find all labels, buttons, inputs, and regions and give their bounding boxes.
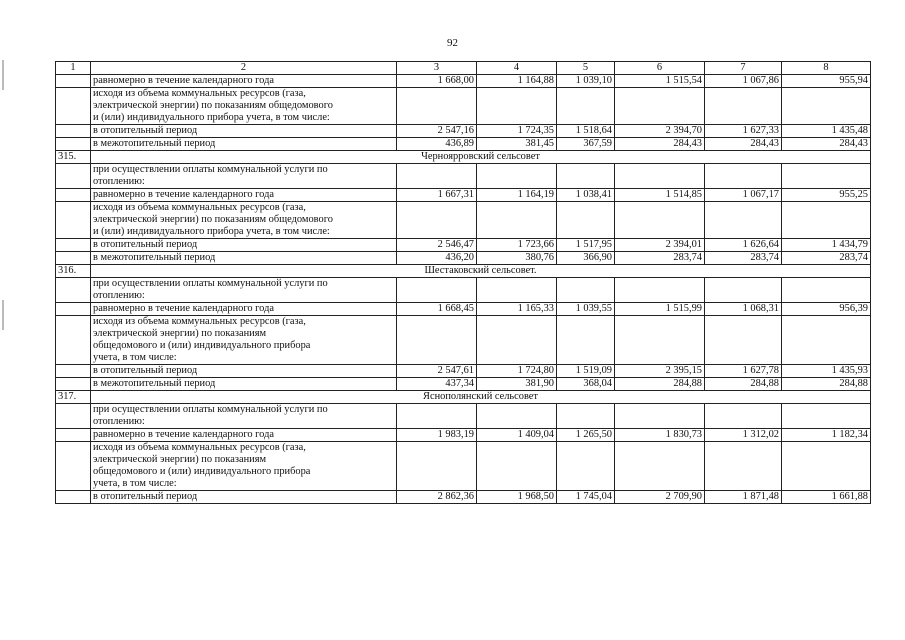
empty-cell [557, 278, 615, 303]
empty-cell [56, 252, 91, 265]
row-label: равномерно в течение календарного года [91, 303, 397, 316]
value-cell: 1 517,95 [557, 239, 615, 252]
empty-cell [56, 365, 91, 378]
value-cell: 1 668,45 [397, 303, 477, 316]
note-line: и (или) индивидуального прибора учета, в том числе: [93, 226, 330, 237]
empty-cell [782, 164, 871, 189]
table-header-row [56, 62, 871, 75]
empty-cell [397, 164, 477, 189]
empty-cell [56, 125, 91, 138]
value-cell: 1 265,50 [557, 429, 615, 442]
empty-cell [782, 88, 871, 125]
section-number: 315. [56, 151, 91, 164]
value-cell: 1 435,93 [782, 365, 871, 378]
row-label: в межотопительный период [91, 252, 397, 265]
empty-cell [615, 404, 705, 429]
note-row [56, 404, 871, 429]
empty-cell [782, 404, 871, 429]
table-body [56, 62, 871, 504]
empty-cell [557, 404, 615, 429]
value-cell: 283,74 [705, 252, 782, 265]
empty-cell [397, 202, 477, 239]
value-cell: 2 709,90 [615, 491, 705, 504]
value-cell: 436,89 [397, 138, 477, 151]
value-cell: 284,88 [782, 378, 871, 391]
empty-cell [477, 442, 557, 491]
table-row [56, 138, 871, 151]
empty-cell [782, 316, 871, 365]
column-header: 4 [477, 62, 557, 75]
empty-cell [705, 88, 782, 125]
empty-cell [782, 442, 871, 491]
empty-cell [56, 429, 91, 442]
value-cell: 436,20 [397, 252, 477, 265]
note-line: отоплению: [93, 290, 145, 301]
empty-cell [557, 202, 615, 239]
value-cell: 1 830,73 [615, 429, 705, 442]
note-line: исходя из объема коммунальных ресурсов (газа, [93, 442, 306, 453]
value-cell: 1 435,48 [782, 125, 871, 138]
empty-cell [56, 239, 91, 252]
empty-cell [557, 316, 615, 365]
value-cell: 1 434,79 [782, 239, 871, 252]
value-cell: 284,88 [615, 378, 705, 391]
value-cell: 2 394,01 [615, 239, 705, 252]
value-cell: 1 182,34 [782, 429, 871, 442]
section-number: 316. [56, 265, 91, 278]
value-cell: 1 667,31 [397, 189, 477, 202]
empty-cell [56, 164, 91, 189]
value-cell: 1 871,48 [705, 491, 782, 504]
value-cell: 1 668,00 [397, 75, 477, 88]
note-line: электрической энергии) по показаниям общедомового [93, 100, 333, 111]
note-line: учета, в том числе: [93, 478, 177, 489]
note-cell [91, 278, 397, 303]
empty-cell [557, 88, 615, 125]
table-row [56, 75, 871, 88]
note-row [56, 278, 871, 303]
note-row [56, 202, 871, 239]
empty-cell [56, 202, 91, 239]
empty-cell [56, 442, 91, 491]
empty-cell [397, 278, 477, 303]
note-line: электрической энергии) по показаниям [93, 328, 267, 339]
row-label: в межотопительный период [91, 138, 397, 151]
value-cell: 955,25 [782, 189, 871, 202]
empty-cell [615, 442, 705, 491]
column-header: 3 [397, 62, 477, 75]
note-row [56, 88, 871, 125]
value-cell: 1 164,88 [477, 75, 557, 88]
empty-cell [56, 189, 91, 202]
empty-cell [782, 278, 871, 303]
empty-cell [477, 278, 557, 303]
note-line: электрической энергии) по показаниям [93, 454, 267, 465]
empty-cell [56, 75, 91, 88]
value-cell: 1 068,31 [705, 303, 782, 316]
note-line: при осуществлении оплаты коммунальной услуги по [93, 278, 328, 289]
section-row [56, 391, 871, 404]
empty-cell [477, 164, 557, 189]
note-line: отоплению: [93, 176, 145, 187]
value-cell: 1 983,19 [397, 429, 477, 442]
table-row [56, 252, 871, 265]
note-line: общедомового и (или) индивидуального прибора [93, 340, 311, 351]
table-row [56, 303, 871, 316]
empty-cell [615, 278, 705, 303]
value-cell: 437,34 [397, 378, 477, 391]
value-cell: 956,39 [782, 303, 871, 316]
note-line: при осуществлении оплаты коммунальной услуги по [93, 164, 328, 175]
empty-cell [397, 442, 477, 491]
row-label: равномерно в течение календарного года [91, 189, 397, 202]
value-cell: 1 514,85 [615, 189, 705, 202]
value-cell: 284,43 [615, 138, 705, 151]
note-line: общедомового и (или) индивидуального прибора [93, 466, 311, 477]
tariff-table [55, 61, 871, 504]
value-cell: 381,45 [477, 138, 557, 151]
value-cell: 2 862,36 [397, 491, 477, 504]
value-cell: 1 724,80 [477, 365, 557, 378]
empty-cell [782, 202, 871, 239]
empty-cell [705, 442, 782, 491]
value-cell: 1 165,33 [477, 303, 557, 316]
column-header: 2 [91, 62, 397, 75]
section-number: 317. [56, 391, 91, 404]
empty-cell [477, 316, 557, 365]
value-cell: 1 515,54 [615, 75, 705, 88]
empty-cell [56, 88, 91, 125]
empty-cell [705, 404, 782, 429]
empty-cell [397, 88, 477, 125]
value-cell: 1 519,09 [557, 365, 615, 378]
value-cell: 1 038,41 [557, 189, 615, 202]
value-cell: 1 661,88 [782, 491, 871, 504]
note-row [56, 442, 871, 491]
note-line: исходя из объема коммунальных ресурсов (газа, [93, 316, 306, 327]
table-row [56, 491, 871, 504]
value-cell: 2 395,15 [615, 365, 705, 378]
note-cell [91, 316, 397, 365]
empty-cell [56, 404, 91, 429]
table-row [56, 189, 871, 202]
value-cell: 284,43 [782, 138, 871, 151]
empty-cell [615, 202, 705, 239]
value-cell: 2 394,70 [615, 125, 705, 138]
empty-cell [477, 202, 557, 239]
value-cell: 2 546,47 [397, 239, 477, 252]
section-title: Шестаковский сельсовет. [91, 265, 871, 278]
empty-cell [56, 278, 91, 303]
note-cell [91, 404, 397, 429]
value-cell: 283,74 [615, 252, 705, 265]
value-cell: 366,90 [557, 252, 615, 265]
value-cell: 2 547,61 [397, 365, 477, 378]
row-label: равномерно в течение календарного года [91, 75, 397, 88]
row-label: в отопительный период [91, 239, 397, 252]
value-cell: 284,88 [705, 378, 782, 391]
table-row [56, 125, 871, 138]
value-cell: 1 626,64 [705, 239, 782, 252]
table-row [56, 429, 871, 442]
note-cell [91, 442, 397, 491]
note-line: учета, в том числе: [93, 352, 177, 363]
empty-cell [705, 202, 782, 239]
value-cell: 1 039,55 [557, 303, 615, 316]
value-cell: 1 515,99 [615, 303, 705, 316]
note-line: отоплению: [93, 416, 145, 427]
section-title: Яснополянский сельсовет [91, 391, 871, 404]
table-row [56, 365, 871, 378]
empty-cell [477, 88, 557, 125]
value-cell: 955,94 [782, 75, 871, 88]
empty-cell [557, 164, 615, 189]
value-cell: 1 039,10 [557, 75, 615, 88]
row-label: равномерно в течение календарного года [91, 429, 397, 442]
note-line: при осуществлении оплаты коммунальной услуги по [93, 404, 328, 415]
row-label: в отопительный период [91, 365, 397, 378]
value-cell: 1 627,78 [705, 365, 782, 378]
value-cell: 1 968,50 [477, 491, 557, 504]
note-cell [91, 164, 397, 189]
empty-cell [56, 138, 91, 151]
column-header: 5 [557, 62, 615, 75]
column-header: 6 [615, 62, 705, 75]
column-header: 7 [705, 62, 782, 75]
empty-cell [56, 378, 91, 391]
value-cell: 1 745,04 [557, 491, 615, 504]
value-cell: 380,76 [477, 252, 557, 265]
section-row [56, 265, 871, 278]
section-row [56, 151, 871, 164]
empty-cell [477, 404, 557, 429]
value-cell: 283,74 [782, 252, 871, 265]
value-cell: 1 067,17 [705, 189, 782, 202]
scan-margin-mark [2, 60, 4, 90]
value-cell: 1 164,19 [477, 189, 557, 202]
value-cell: 1 627,33 [705, 125, 782, 138]
empty-cell [397, 316, 477, 365]
column-header: 1 [56, 62, 91, 75]
value-cell: 381,90 [477, 378, 557, 391]
note-cell [91, 202, 397, 239]
value-cell: 1 724,35 [477, 125, 557, 138]
value-cell: 284,43 [705, 138, 782, 151]
empty-cell [615, 164, 705, 189]
empty-cell [56, 316, 91, 365]
value-cell: 1 723,66 [477, 239, 557, 252]
empty-cell [615, 316, 705, 365]
section-title: Черноярровский сельсовет [91, 151, 871, 164]
value-cell: 1 067,86 [705, 75, 782, 88]
value-cell: 1 312,02 [705, 429, 782, 442]
scan-margin-mark [2, 300, 4, 330]
row-label: в отопительный период [91, 491, 397, 504]
value-cell: 1 409,04 [477, 429, 557, 442]
table-row [56, 378, 871, 391]
note-line: и (или) индивидуального прибора учета, в том числе: [93, 112, 330, 123]
note-row [56, 164, 871, 189]
note-row [56, 316, 871, 365]
empty-cell [705, 164, 782, 189]
empty-cell [56, 491, 91, 504]
column-header: 8 [782, 62, 871, 75]
page-number: 92 [447, 37, 458, 49]
value-cell: 368,04 [557, 378, 615, 391]
empty-cell [557, 442, 615, 491]
value-cell: 1 518,64 [557, 125, 615, 138]
empty-cell [705, 316, 782, 365]
empty-cell [615, 88, 705, 125]
value-cell: 2 547,16 [397, 125, 477, 138]
empty-cell [56, 303, 91, 316]
note-line: электрической энергии) по показаниям общедомового [93, 214, 333, 225]
note-cell [91, 88, 397, 125]
value-cell: 367,59 [557, 138, 615, 151]
table-row [56, 239, 871, 252]
empty-cell [397, 404, 477, 429]
note-line: исходя из объема коммунальных ресурсов (газа, [93, 202, 306, 213]
row-label: в отопительный период [91, 125, 397, 138]
row-label: в межотопительный период [91, 378, 397, 391]
note-line: исходя из объема коммунальных ресурсов (газа, [93, 88, 306, 99]
empty-cell [705, 278, 782, 303]
